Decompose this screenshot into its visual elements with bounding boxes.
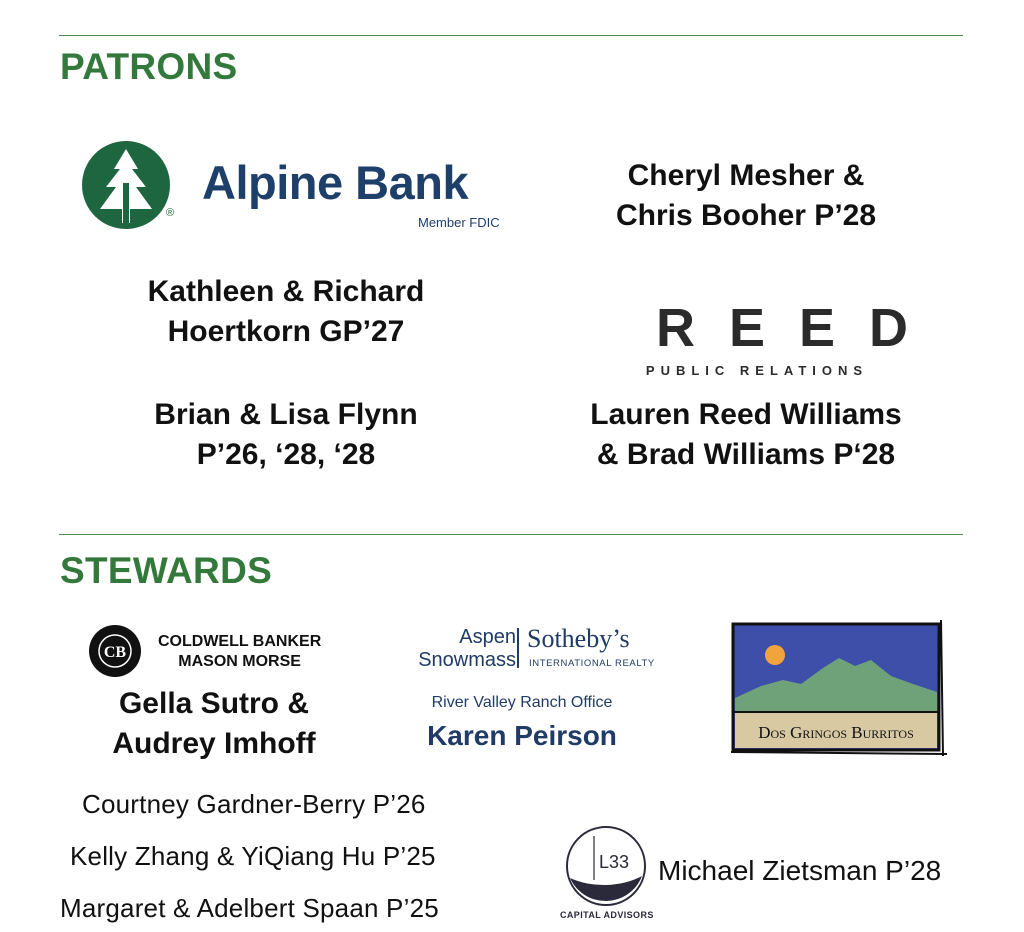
alpine-bank-tagline: Member FDIC (418, 215, 500, 230)
dos-gringos-burritos-logo (731, 620, 951, 758)
dos-gringos-artwork (731, 620, 951, 758)
pine-tree-icon (80, 139, 175, 231)
patrons-heading: PATRONS (60, 46, 238, 87)
donor-line: Gella Sutro & (118, 687, 310, 720)
alpine-bank-name: Alpine Bank (202, 156, 469, 209)
l33-caption: CAPITAL ADVISORS (560, 910, 654, 920)
donor-line: Brian & Lisa Flynn (154, 398, 418, 431)
l33-mark-icon (564, 824, 648, 908)
donor-line: Audrey Imhoff (112, 727, 316, 760)
global-luxury-seal-icon (88, 624, 142, 678)
coldwell-line: MASON MORSE (178, 653, 301, 670)
stewards-heading: STEWARDS (60, 550, 273, 591)
donor-line: Chris Booher P’28 (615, 199, 877, 232)
sothebys-divider (517, 628, 519, 668)
coldwell-banker-logo (88, 622, 348, 678)
donor-reed-williams (566, 395, 926, 475)
l33-text: L33 (598, 852, 630, 872)
sothebys-office: River Valley Ranch Office (431, 694, 613, 711)
steward-individual: Margaret & Adelbert Spaan P’25 (60, 893, 439, 923)
donor-line: Hoertkorn GP’27 (167, 315, 405, 348)
coldwell-line: COLDWELL BANKER (158, 633, 322, 650)
section-divider-middle (59, 534, 963, 535)
sothebys-logo (396, 622, 656, 682)
donor-mesher-booher (586, 156, 906, 236)
donor-line: Lauren Reed Williams (590, 398, 902, 431)
donor-zietsman: Michael Zietsman P’28 (658, 855, 942, 886)
alpine-bank-logo (80, 137, 520, 237)
section-divider-top (59, 35, 963, 36)
sothebys-agent: Karen Peirson (427, 720, 617, 751)
dos-gringos-name: Dos Gringos Burritos (758, 723, 914, 742)
sun-icon (765, 645, 785, 665)
seal-initials: CB (103, 644, 127, 661)
l33-capital-advisors-logo (560, 824, 660, 924)
donor-hoertkorn (126, 272, 446, 352)
donor-flynn (126, 395, 446, 475)
donor-sutro-imhoff (74, 684, 354, 764)
steward-individual: Courtney Gardner-Berry P’26 (82, 789, 426, 819)
reed-subtitle: PUBLIC RELATIONS (645, 363, 869, 378)
donor-line: Kathleen & Richard (147, 275, 425, 308)
sothebys-name: Sotheby’s (527, 624, 630, 653)
sothebys-location: Snowmass (418, 649, 516, 671)
reed-wordmark: REED (656, 298, 943, 358)
registered-mark: ® (166, 207, 175, 219)
donor-line: Cheryl Mesher & (627, 159, 865, 192)
donor-line: & Brad Williams P‘28 (596, 438, 896, 471)
donor-line: P’26, ‘28, ‘28 (196, 438, 376, 471)
sothebys-location: Aspen (459, 626, 516, 648)
sothebys-subtitle: INTERNATIONAL REALTY (529, 658, 655, 669)
steward-individual: Kelly Zhang & YiQiang Hu P’25 (70, 841, 436, 871)
reed-public-relations-logo (612, 297, 943, 385)
